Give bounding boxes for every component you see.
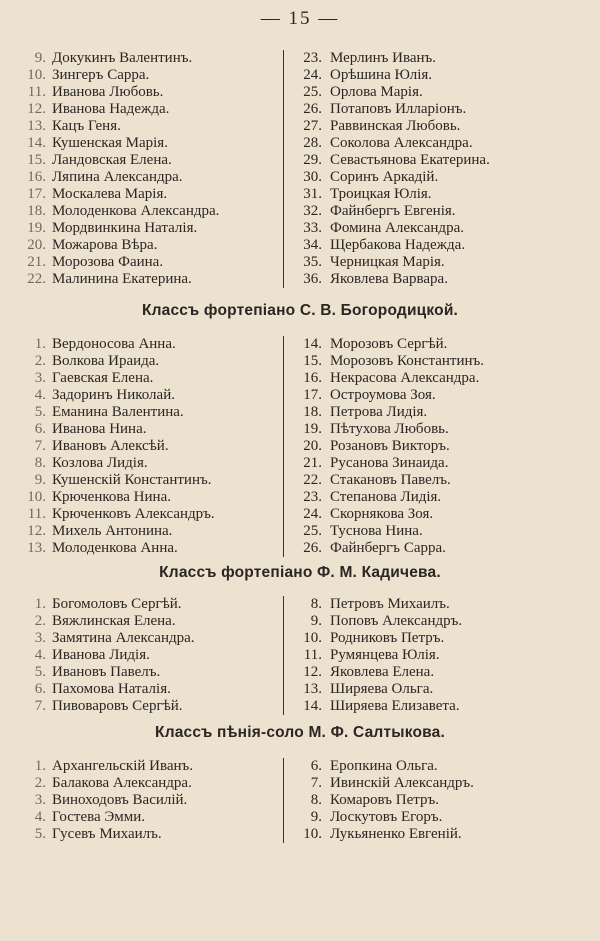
page-number: — 15 —: [260, 8, 340, 29]
entry-name: Яковлева Варвара.: [330, 271, 448, 287]
list-item: [298, 67, 576, 84]
entry-number: 2.: [34, 353, 46, 369]
list-item: [298, 186, 576, 203]
entry-number: 16.: [303, 370, 322, 386]
entry-number: 10.: [303, 826, 322, 842]
entry-number: 15.: [303, 353, 322, 369]
list-item: [24, 387, 274, 404]
list-item: [24, 826, 274, 843]
entry-name: Ширяева Ольга.: [330, 681, 434, 697]
entry-number: 14.: [303, 336, 322, 352]
entry-number: 8.: [34, 455, 46, 471]
right-column: [283, 596, 576, 715]
list-item: [298, 758, 576, 775]
list-item: [24, 135, 274, 152]
entry-name: Еманина Валентина.: [52, 404, 184, 420]
list-item: [298, 84, 576, 101]
entry-number: 11.: [27, 506, 46, 522]
entry-number: 18.: [27, 203, 46, 219]
list-item: [24, 698, 274, 715]
entry-name: Кушенская Марія.: [52, 135, 168, 151]
list-item: [24, 220, 274, 237]
entry-name: Румянцева Юлія.: [330, 647, 440, 663]
entry-number: 19.: [27, 220, 46, 236]
entry-number: 13.: [27, 540, 46, 556]
list-item: [24, 809, 274, 826]
list-item: [298, 472, 576, 489]
list-item: [24, 421, 274, 438]
entry-number: 32.: [303, 203, 322, 219]
entry-number: 25.: [303, 84, 322, 100]
entry-name: Гусевъ Михаилъ.: [52, 826, 162, 842]
list-item: [298, 809, 576, 826]
list-item: [24, 118, 274, 135]
list-item: [298, 647, 576, 664]
entry-name: Орлова Марія.: [330, 84, 423, 100]
entry-number: 31.: [303, 186, 322, 202]
entry-number: 7.: [34, 438, 46, 454]
right-column: [283, 758, 576, 843]
entry-number: 2.: [34, 613, 46, 629]
entry-name: Петрова Лидія.: [330, 404, 428, 420]
entry-name: Виноходовъ Василій.: [52, 792, 188, 808]
list-item: [298, 271, 576, 288]
list-item: [24, 370, 274, 387]
section-title: Классъ фортепіано Ф. М. Кадичева.: [159, 564, 441, 581]
list-item: [298, 421, 576, 438]
left-column: [24, 50, 274, 288]
entry-name: Зингеръ Сарра.: [52, 67, 150, 83]
list-item: [24, 792, 274, 809]
entry-name: Вердоносова Анна.: [52, 336, 176, 352]
entry-name: Молоденкова Анна.: [52, 540, 178, 556]
list-item: [298, 664, 576, 681]
entry-number: 29.: [303, 152, 322, 168]
entry-number: 23.: [303, 50, 322, 66]
entry-name: Файнбергъ Евгенія.: [330, 203, 456, 219]
entry-name: Вяжлинская Елена.: [52, 613, 176, 629]
entry-name: Лоскутовъ Егоръ.: [330, 809, 443, 825]
list-item: [24, 523, 274, 540]
entry-name: Москалева Марія.: [52, 186, 168, 202]
entry-number: 8.: [310, 792, 322, 808]
entry-number: 22.: [27, 271, 46, 287]
right-column: [283, 336, 576, 557]
entry-number: 15.: [27, 152, 46, 168]
list-item: [24, 404, 274, 421]
entry-number: 9.: [310, 809, 322, 825]
list-item: [24, 664, 274, 681]
list-item: [298, 792, 576, 809]
entry-name: Щербакова Надежда.: [330, 237, 466, 253]
entry-name: Крюченкова Нина.: [52, 489, 171, 505]
entry-number: 4.: [34, 387, 46, 403]
list-item: [24, 489, 274, 506]
entry-number: 9.: [34, 472, 46, 488]
list-item: [298, 353, 576, 370]
entry-name: Гостева Эмми.: [52, 809, 146, 825]
entry-name: Задоринъ Николай.: [52, 387, 175, 403]
entry-name: Мерлинъ Иванъ.: [330, 50, 437, 66]
entry-name: Скорнякова Зоя.: [330, 506, 434, 522]
entry-name: Файнбергъ Сарра.: [330, 540, 446, 556]
list-item: [24, 758, 274, 775]
entry-name: Родниковъ Петръ.: [330, 630, 445, 646]
entry-name: Кушенскій Константинъ.: [52, 472, 212, 488]
list-item: [298, 438, 576, 455]
entry-name: Комаровъ Петръ.: [330, 792, 439, 808]
entry-number: 11.: [303, 647, 322, 663]
entry-number: 14.: [27, 135, 46, 151]
entry-name: Козлова Лидія.: [52, 455, 148, 471]
list-item: [298, 237, 576, 254]
entry-name: Пахомова Наталія.: [52, 681, 171, 697]
list-item: [298, 826, 576, 843]
entry-number: 17.: [27, 186, 46, 202]
entry-name: Мордвинкина Наталія.: [52, 220, 198, 236]
entry-number: 10.: [27, 489, 46, 505]
left-column: [24, 596, 274, 715]
list-item: [24, 254, 274, 271]
entry-number: 13.: [27, 118, 46, 134]
entry-number: 21.: [303, 455, 322, 471]
list-item: [298, 387, 576, 404]
entry-name: Молоденкова Александра.: [52, 203, 220, 219]
entry-number: 1.: [34, 336, 46, 352]
entry-name: Иванова Нина.: [52, 421, 147, 437]
entry-name: Русанова Зинаида.: [330, 455, 449, 471]
entry-number: 3.: [34, 630, 46, 646]
entry-name: Кацъ Геня.: [52, 118, 121, 134]
list-item: [24, 67, 274, 84]
entry-name: Пивоваровъ Сергѣй.: [52, 698, 183, 714]
list-item: [24, 169, 274, 186]
entry-name: Стакановъ Павелъ.: [330, 472, 451, 488]
entry-number: 6.: [310, 758, 322, 774]
entry-number: 9.: [34, 50, 46, 66]
entry-name: Соколова Александра.: [330, 135, 473, 151]
entry-number: 17.: [303, 387, 322, 403]
entry-name: Ляпина Александра.: [52, 169, 183, 185]
entry-number: 21.: [27, 254, 46, 270]
list-item: [24, 472, 274, 489]
list-item: [24, 681, 274, 698]
list-item: [24, 596, 274, 613]
entry-name: Степанова Лидія.: [330, 489, 442, 505]
entry-name: Ландовская Елена.: [52, 152, 172, 168]
entry-name: Севастьянова Екатерина.: [330, 152, 490, 168]
entry-number: 35.: [303, 254, 322, 270]
entry-number: 16.: [27, 169, 46, 185]
entry-number: 28.: [303, 135, 322, 151]
entry-number: 34.: [303, 237, 322, 253]
list-item: [24, 353, 274, 370]
entry-name: Иванова Лидія.: [52, 647, 150, 663]
entry-name: Ширяева Елизавета.: [330, 698, 460, 714]
list-item: [298, 135, 576, 152]
list-item: [24, 203, 274, 220]
list-item: [24, 647, 274, 664]
entry-name: Туснова Нина.: [330, 523, 423, 539]
entry-number: 3.: [34, 370, 46, 386]
entry-number: 20.: [27, 237, 46, 253]
entry-name: Балакова Александра.: [52, 775, 192, 791]
entry-number: 7.: [34, 698, 46, 714]
list-item: [24, 271, 274, 288]
list-item: [298, 775, 576, 792]
entry-name: Малинина Екатерина.: [52, 271, 192, 287]
entry-number: 12.: [303, 664, 322, 680]
entry-name: Гаевская Елена.: [52, 370, 154, 386]
entry-number: 26.: [303, 540, 322, 556]
entry-number: 1.: [34, 596, 46, 612]
list-item: [298, 152, 576, 169]
entry-name: Ивановъ Алексѣй.: [52, 438, 169, 454]
entry-name: Поповъ Александръ.: [330, 613, 463, 629]
entry-name: Богомоловъ Сергѣй.: [52, 596, 182, 612]
entry-name: Некрасова Александра.: [330, 370, 480, 386]
entry-name: Морозовъ Константинъ.: [330, 353, 484, 369]
entry-number: 13.: [303, 681, 322, 697]
entry-name: Соринъ Аркадій.: [330, 169, 439, 185]
entry-number: 12.: [27, 523, 46, 539]
entry-number: 36.: [303, 271, 322, 287]
entry-name: Еропкина Ольга.: [330, 758, 438, 774]
list-item: [24, 613, 274, 630]
list-item: [298, 630, 576, 647]
entry-name: Морозова Фаина.: [52, 254, 164, 270]
list-item: [298, 336, 576, 353]
entry-name: Морозовъ Сергѣй.: [330, 336, 448, 352]
list-item: [24, 336, 274, 353]
entry-number: 9.: [310, 613, 322, 629]
entry-name: Архангельскій Иванъ.: [52, 758, 194, 774]
list-item: [298, 540, 576, 557]
list-item: [298, 698, 576, 715]
entry-name: Остроумова Зоя.: [330, 387, 436, 403]
entry-number: 30.: [303, 169, 322, 185]
entry-number: 7.: [310, 775, 322, 791]
entry-name: Черницкая Марія.: [330, 254, 445, 270]
entry-number: 5.: [34, 826, 46, 842]
list-item: [298, 613, 576, 630]
section-title: Классъ пѣнія-соло М. Ф. Салтыкова.: [155, 724, 445, 741]
entry-name: Докукинъ Валентинъ.: [52, 50, 193, 66]
entry-number: 27.: [303, 118, 322, 134]
left-column: [24, 336, 274, 557]
list-item: [24, 438, 274, 455]
list-item: [24, 152, 274, 169]
list-item: [298, 203, 576, 220]
entry-name: Розановъ Викторъ.: [330, 438, 450, 454]
list-item: [24, 237, 274, 254]
entry-number: 14.: [303, 698, 322, 714]
entry-name: Михель Антонина.: [52, 523, 173, 539]
entry-name: Ивинскій Александръ.: [330, 775, 474, 791]
entry-number: 18.: [303, 404, 322, 420]
list-item: [24, 540, 274, 557]
entry-number: 20.: [303, 438, 322, 454]
entry-number: 19.: [303, 421, 322, 437]
entry-number: 10.: [27, 67, 46, 83]
section-title: Классъ фортепіано С. В. Богородицкой.: [141, 302, 459, 319]
list-item: [298, 101, 576, 118]
entry-name: Яковлева Елена.: [330, 664, 435, 680]
entry-number: 11.: [27, 84, 46, 100]
list-item: [24, 506, 274, 523]
entry-number: 6.: [34, 681, 46, 697]
entry-number: 33.: [303, 220, 322, 236]
entry-name: Иванова Любовь.: [52, 84, 164, 100]
left-column: [24, 758, 274, 843]
list-item: [24, 455, 274, 472]
entry-number: 4.: [34, 647, 46, 663]
list-item: [24, 630, 274, 647]
entry-number: 24.: [303, 67, 322, 83]
list-item: [298, 118, 576, 135]
entry-name: Орѣшина Юлія.: [330, 67, 433, 83]
entry-name: Петровъ Михаилъ.: [330, 596, 450, 612]
list-item: [298, 489, 576, 506]
list-item: [24, 186, 274, 203]
list-item: [298, 220, 576, 237]
list-item: [24, 50, 274, 67]
list-item: [24, 84, 274, 101]
entry-number: 24.: [303, 506, 322, 522]
entry-name: Иванова Надежда.: [52, 101, 170, 117]
entry-number: 26.: [303, 101, 322, 117]
list-item: [298, 254, 576, 271]
list-item: [298, 506, 576, 523]
entry-name: Раввинская Любовь.: [330, 118, 461, 134]
list-item: [298, 455, 576, 472]
entry-number: 6.: [34, 421, 46, 437]
right-column: [283, 50, 576, 288]
entry-number: 3.: [34, 792, 46, 808]
entry-number: 1.: [34, 758, 46, 774]
entry-number: 12.: [27, 101, 46, 117]
entry-number: 8.: [310, 596, 322, 612]
entry-name: Потаповъ Илларіонъ.: [330, 101, 467, 117]
entry-number: 22.: [303, 472, 322, 488]
entry-number: 25.: [303, 523, 322, 539]
entry-number: 5.: [34, 404, 46, 420]
entry-name: Замятина Александра.: [52, 630, 195, 646]
list-item: [298, 50, 576, 67]
list-item: [298, 404, 576, 421]
entry-number: 4.: [34, 809, 46, 825]
entry-number: 23.: [303, 489, 322, 505]
entry-name: Крюченковъ Александръ.: [52, 506, 215, 522]
entry-name: Можарова Вѣра.: [52, 237, 158, 253]
list-item: [24, 775, 274, 792]
list-item: [298, 169, 576, 186]
entry-number: 10.: [303, 630, 322, 646]
entry-name: Троицкая Юлія.: [330, 186, 432, 202]
list-item: [298, 370, 576, 387]
entry-name: Фомина Александра.: [330, 220, 464, 236]
list-item: [298, 523, 576, 540]
list-item: [24, 101, 274, 118]
list-item: [298, 681, 576, 698]
entry-name: Пѣтухова Любовь.: [330, 421, 449, 437]
entry-number: 2.: [34, 775, 46, 791]
list-item: [298, 596, 576, 613]
entry-name: Волкова Ираида.: [52, 353, 160, 369]
entry-name: Ивановъ Павелъ.: [52, 664, 161, 680]
entry-number: 5.: [34, 664, 46, 680]
entry-name: Лукьяненко Евгеній.: [330, 826, 462, 842]
